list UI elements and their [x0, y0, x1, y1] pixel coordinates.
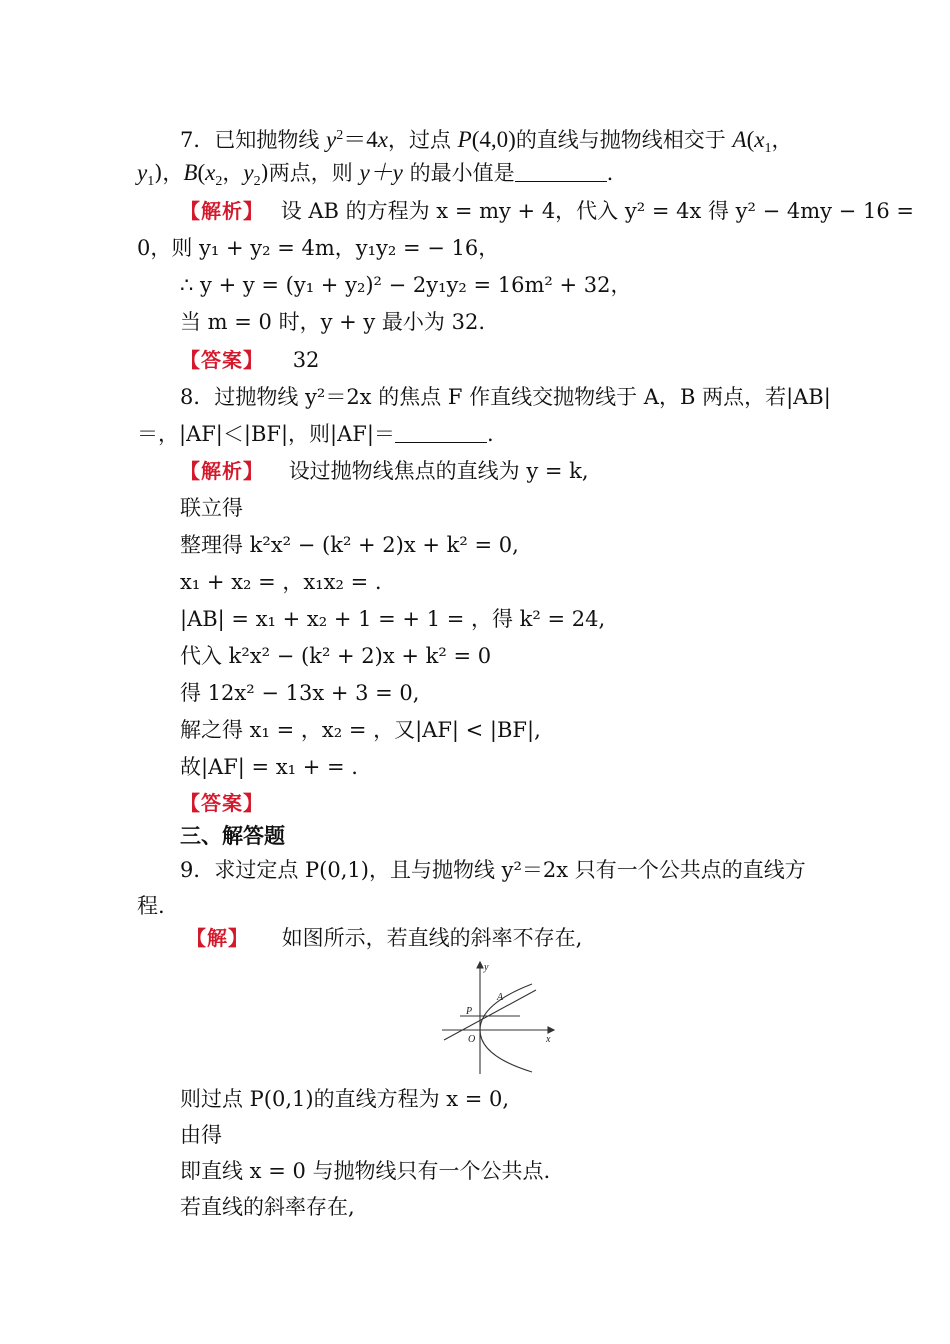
q8-line-2: [137, 419, 494, 449]
q7-analysis-line-2: [137, 233, 499, 263]
q8-analysis-line-7: [180, 678, 419, 708]
answer-tag: 【答案】: [180, 348, 264, 372]
y-axis-label: y: [484, 962, 489, 973]
q7-var: x: [754, 127, 765, 152]
q8-analysis-line-4: [180, 567, 382, 597]
q9-solution-line-1: [186, 923, 582, 953]
answer-tag: 【答案】: [180, 791, 264, 815]
analysis-tag: 【解析】: [180, 199, 264, 223]
q7-var: B: [183, 160, 198, 185]
q8-analysis-line-2: [180, 493, 243, 523]
q7-var: y: [326, 127, 337, 152]
q9-solution-line-4: [180, 1156, 550, 1186]
q7-sub: 1: [764, 141, 772, 157]
q7-analysis-line-1: [180, 196, 914, 226]
q7-text: ，过点: [387, 128, 458, 152]
q7-var: y: [137, 160, 148, 185]
q7-var: x: [377, 127, 388, 152]
q8-text: .: [486, 422, 494, 446]
q7-expr: y＋y: [359, 160, 403, 185]
q7-answer-value: 32: [292, 348, 320, 372]
q8-line-1: [180, 382, 831, 412]
q7-sup: 2: [336, 128, 344, 143]
point-p-label: P: [466, 1006, 473, 1017]
y-axis-arrow: [477, 962, 483, 968]
q8-analysis-line-3: [180, 530, 519, 560]
answer-blank: [395, 420, 487, 443]
q7-text: (4,0): [471, 127, 516, 152]
q9-line-1: [180, 855, 806, 885]
q8-analysis-text: 整理得 k²x² − (k² + 2)x + k² = 0,: [180, 533, 519, 557]
q8-analysis-text: |AB| = x₁ + x₂ + 1 = + 1 = ，得 k² = 24,: [180, 607, 606, 631]
q9-solution-text: 如图所示，若直线的斜率不存在,: [281, 926, 583, 950]
point-a-label: A: [497, 992, 504, 1003]
q9-solution-line-5: [180, 1192, 355, 1222]
q8-text: ＝，|AF|＜|BF|，则|AF|＝: [137, 422, 395, 446]
analysis-tag: 【解析】: [180, 459, 264, 483]
section-title: 三、解答题: [180, 824, 285, 848]
q7-var: P: [457, 127, 472, 152]
q9-solution-text: 由得: [180, 1123, 222, 1147]
q7-line-2: [137, 158, 613, 197]
q7-answer-line: [180, 345, 319, 375]
q8-analysis-line-9: [180, 752, 358, 782]
q9-text: 9．求过定点 P(0,1)，且与抛物线 y²＝2x 只有一个公共点的直线方: [180, 858, 806, 882]
q8-analysis-text: x₁ + x₂ = ，x₁x₂ = .: [180, 570, 382, 594]
q8-analysis-line-5: [180, 604, 605, 634]
q9-text: 程.: [137, 894, 165, 918]
q7-text: (: [197, 160, 206, 185]
x-axis-label: x: [546, 1034, 551, 1045]
q7-text: .: [606, 161, 614, 185]
q9-line-2: [137, 891, 165, 921]
q9-solution-line-2: [180, 1084, 509, 1114]
q8-analysis-text: 设过抛物线焦点的直线为 y = k,: [288, 459, 589, 483]
q7-analysis-text: 当 m = 0 时，y + y 最小为 32.: [180, 310, 485, 334]
origin-label: O: [468, 1034, 476, 1045]
q8-analysis-text: 得 12x² − 13x + 3 = 0,: [180, 681, 420, 705]
q8-answer-line: [180, 788, 264, 818]
q7-sub: 1: [147, 174, 155, 190]
q7-analysis-line-3: [180, 270, 632, 300]
q7-analysis-text: 设 AB 的方程为 x = my + 4，代入 y² = 4x 得 y² − 4my − 16 =: [280, 199, 914, 223]
q7-analysis-text: ∴ y + y = (y₁ + y₂)² − 2y₁y₂ = 16m² + 32，: [180, 273, 632, 297]
q7-text: 的最小值是: [402, 161, 515, 185]
q7-text: ，: [222, 161, 244, 185]
q9-solution-line-3: [180, 1120, 222, 1150]
q8-analysis-line-6: [180, 641, 491, 671]
q8-analysis-line-1: [180, 456, 589, 486]
q8-analysis-text: 联立得: [180, 496, 243, 520]
q7-analysis-text: 0，则 y₁ + y₂ = 4m，y₁y₂ = − 16，: [137, 236, 500, 260]
tangent-line: [444, 990, 536, 1040]
q7-var: y: [243, 160, 254, 185]
answer-blank: [515, 159, 607, 182]
q8-analysis-text: 故|AF| = x₁ + = .: [180, 755, 358, 779]
q7-text: 7．已知抛物线: [180, 128, 327, 152]
parabola-figure: [436, 960, 558, 1078]
solution-tag: 【解】: [186, 926, 249, 950]
q7-text: 的直线与抛物线相交于: [515, 128, 733, 152]
q8-analysis-text: 解之得 x₁ = ，x₂ = ，又|AF| < |BF|,: [180, 718, 541, 742]
q9-solution-text: 即直线 x = 0 与抛物线只有一个公共点.: [180, 1159, 551, 1183]
q7-text: (: [746, 127, 755, 152]
q7-text: ＝4: [343, 127, 378, 152]
q7-text: )，: [154, 161, 184, 185]
q8-text: 8．过抛物线 y²＝2x 的焦点 F 作直线交抛物线于 A，B 两点，若|AB|: [180, 385, 831, 409]
q8-analysis-line-8: [180, 715, 541, 745]
q7-var: x: [205, 160, 216, 185]
q9-solution-text: 若直线的斜率存在,: [180, 1195, 355, 1219]
q7-sub: 2: [215, 174, 223, 190]
q7-text: ，: [771, 128, 793, 152]
q7-sub: 2: [253, 174, 261, 190]
q7-text: )两点，则: [260, 161, 360, 185]
q8-analysis-text: 代入 k²x² − (k² + 2)x + k² = 0: [180, 644, 492, 668]
parabola-curve: [480, 984, 532, 1072]
q7-analysis-line-4: [180, 307, 485, 337]
q7-var: A: [732, 127, 747, 152]
q9-solution-text: 则过点 P(0,1)的直线方程为 x = 0,: [180, 1087, 510, 1111]
x-axis-arrow: [548, 1027, 554, 1033]
